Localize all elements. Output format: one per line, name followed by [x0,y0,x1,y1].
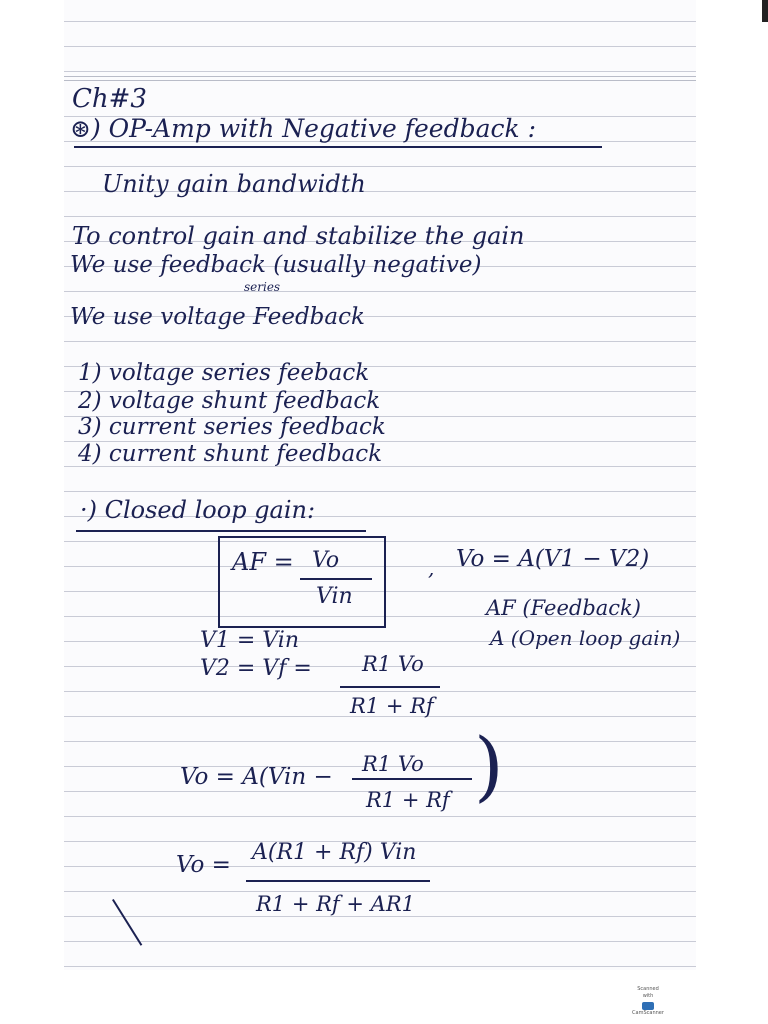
bullet-text: Unity gain bandwidth [102,170,366,198]
insert-word: series [244,280,281,294]
chapter-label: Ch#3 [72,84,147,114]
eq1-closing-paren: ) [474,721,504,810]
eq1-fraction-bar [352,778,472,780]
feedback-type-4: 4) current shunt feedback [78,441,383,467]
scanner-line1: Scanned with [637,986,659,999]
eq2-lhs: Vo = [176,852,231,878]
af-fraction-bar [300,578,372,580]
comma: , [428,556,435,580]
v2-denominator: R1 + Rf [350,694,434,718]
feedback-type-2: 2) voltage shunt feedback [78,388,381,414]
camscanner-logo-icon [642,1002,654,1010]
v2-lhs: V2 = Vf = [200,656,312,681]
page-heading: ⊛) OP-Amp with Negative feedback : [70,114,537,143]
section-underline [76,530,366,532]
paragraph-line-3: We use voltage Feedback [70,304,365,330]
v1-equation: V1 = Vin [200,628,300,653]
scanner-line2: CamScanner [632,1010,664,1016]
eq1-numerator: R1 Vo [362,752,424,776]
feedback-type-1: 1) voltage series feeback [78,360,370,386]
paragraph-line-1: To control gain and stabilize the gain [72,222,525,250]
eq1-denominator: R1 + Rf [366,788,450,812]
af-lhs: AF = [232,548,294,576]
feedback-type-3: 3) current series feedback [78,414,386,440]
af-denominator: Vin [316,584,353,609]
legend-af: AF (Feedback) [486,596,641,620]
scanner-watermark [632,986,664,1014]
eq2-denominator: R1 + Rf + AR1 [256,892,415,916]
paragraph-line-2: We use feedback (usually negative) [70,252,482,278]
open-loop-equation: Vo = A(V1 − V2) [456,546,650,572]
v2-numerator: R1 Vo [362,652,424,676]
legend-a: A (Open loop gain) [490,626,681,650]
page-edge-mark [762,0,768,22]
af-numerator: Vo [312,548,340,573]
eq2-fraction-bar [246,880,430,882]
section-heading: ·) Closed loop gain: [80,496,316,524]
heading-underline [74,146,602,148]
v2-fraction-bar [340,686,440,688]
eq1-lhs: Vo = A(Vin − [180,764,333,790]
eq2-numerator: A(R1 + Rf) Vin [252,840,417,865]
